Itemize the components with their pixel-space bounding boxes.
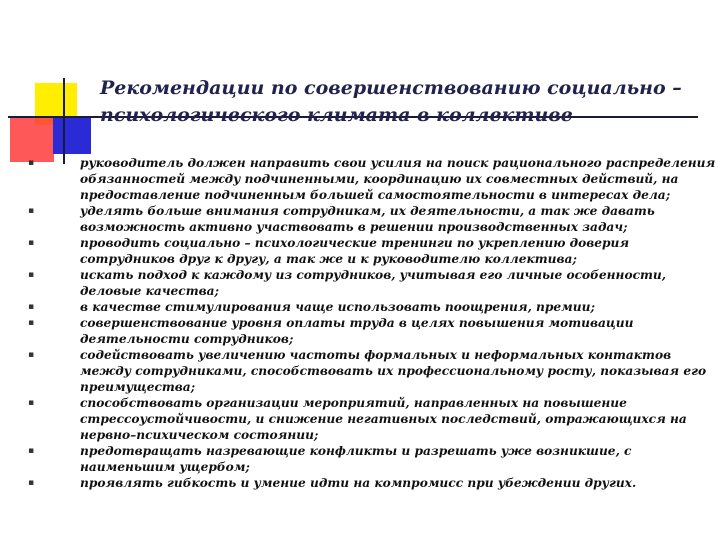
list-item-text: нервно–психическом состоянии; bbox=[80, 428, 319, 442]
list-item bbox=[28, 155, 720, 203]
bullet-icon: ▪ bbox=[28, 446, 35, 456]
decor-vertical-line bbox=[63, 78, 65, 164]
list-item-text: деятельности сотрудников; bbox=[80, 332, 294, 346]
list-item-text: искать подход к каждому из сотрудников, учитывая его личные особенности, bbox=[80, 268, 666, 282]
bullet-icon: ▪ bbox=[28, 238, 35, 248]
list-item-text: руководитель должен направить свои усилия на поиск рационального распределения bbox=[80, 156, 716, 170]
bullet-icon: ▪ bbox=[28, 318, 35, 328]
list-item bbox=[28, 475, 720, 491]
bullet-icon: ▪ bbox=[28, 158, 35, 168]
list-item bbox=[28, 203, 720, 235]
list-item-text: деловые качества; bbox=[80, 284, 220, 298]
list-item bbox=[28, 299, 720, 315]
list-item bbox=[28, 315, 720, 347]
list-item-text: наименьшим ущербом; bbox=[80, 460, 250, 474]
bullet-icon: ▪ bbox=[28, 206, 35, 216]
decor-blue-square bbox=[53, 118, 91, 154]
list-item-text: проявлять гибкость и умение идти на компромисс при убеждении других. bbox=[80, 476, 637, 490]
bullet-icon: ▪ bbox=[28, 350, 35, 360]
bullet-icon: ▪ bbox=[28, 302, 35, 312]
bullet-icon: ▪ bbox=[28, 270, 35, 280]
list-item bbox=[28, 347, 720, 395]
list-item-text: предотвращать назревающие конфликты и разрешать уже возникшие, с bbox=[80, 444, 632, 458]
list-item-text: преимущества; bbox=[80, 380, 196, 394]
list-item-text: возможность активно участвовать в решении производственных задач; bbox=[80, 220, 628, 234]
list-item-text: способствовать организации мероприятий, направленных на повышение bbox=[80, 396, 627, 410]
list-item-text: в качестве стимулирования чаще использовать поощрения, премии; bbox=[80, 300, 595, 314]
title-line: психологического климата в коллективе bbox=[100, 104, 573, 126]
list-item-text: стрессоустойчивости, и снижение негативных последствий, отражающихся на bbox=[80, 412, 687, 426]
list-item-text: сотрудников друг к другу, а так же и к руководителю коллектива; bbox=[80, 252, 577, 266]
bullet-icon: ▪ bbox=[28, 398, 35, 408]
list-item bbox=[28, 443, 720, 475]
list-item-text: предоставление подчиненным большей самостоятельности в интересах дела; bbox=[80, 188, 671, 202]
title-line: Рекомендации по совершенствованию социально – bbox=[100, 77, 682, 99]
list-item-text: содействовать увеличению частоты формальных и неформальных контактов bbox=[80, 348, 672, 362]
list-item-text: проводить социально – психологические тренинги по укреплению доверия bbox=[80, 236, 630, 250]
list-item-text: обязанностей между подчиненными, координацию их совместных действий, на bbox=[80, 172, 679, 186]
list-item bbox=[28, 395, 720, 443]
list-item-text: между сотрудниками, способствовать их профессиональному росту, показывая его bbox=[80, 364, 707, 378]
list-item-text: совершенствование уровня оплаты труда в целях повышения мотивации bbox=[80, 316, 634, 330]
list-item bbox=[28, 235, 720, 267]
recommendation-list bbox=[28, 155, 720, 491]
slide-title bbox=[100, 75, 700, 129]
list-item-text: уделять больше внимания сотрудникам, их деятельности, а так же давать bbox=[80, 204, 655, 218]
list-item bbox=[28, 267, 720, 299]
bullet-icon: ▪ bbox=[28, 478, 35, 488]
